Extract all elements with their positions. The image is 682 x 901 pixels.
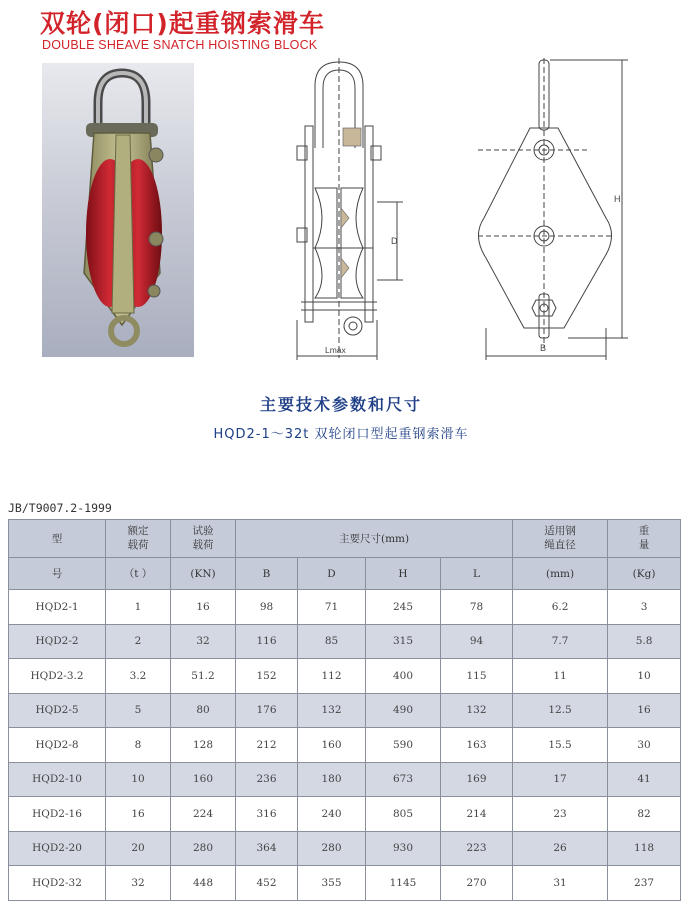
cell-h: 400 xyxy=(366,659,441,694)
header-rated-load-unit: （t ） xyxy=(106,558,171,590)
cell-h: 490 xyxy=(366,693,441,728)
header-model-bottom: 号 xyxy=(9,558,106,590)
header-dim-h: H xyxy=(366,558,441,590)
cell-rope: 11 xyxy=(513,659,608,694)
cell-d: 132 xyxy=(298,693,366,728)
cell-h: 1145 xyxy=(366,866,441,901)
cell-b: 452 xyxy=(236,866,298,901)
cell-l: 115 xyxy=(441,659,513,694)
cell-rated-load: 16 xyxy=(106,797,171,832)
cell-model: HQD2-1 xyxy=(9,590,106,625)
front-view-drawing xyxy=(478,58,628,368)
cell-weight: 10 xyxy=(608,659,681,694)
cell-weight: 41 xyxy=(608,762,681,797)
product-photo xyxy=(42,63,194,357)
table-row xyxy=(9,624,681,659)
cell-b: 116 xyxy=(236,624,298,659)
cell-l: 169 xyxy=(441,762,513,797)
header-weight: 重 量 xyxy=(608,520,681,558)
header-dim-l: L xyxy=(441,558,513,590)
table-row xyxy=(9,797,681,832)
cell-l: 132 xyxy=(441,693,513,728)
cell-b: 212 xyxy=(236,728,298,763)
header-dim-b: B xyxy=(236,558,298,590)
header-rope-unit: (mm) xyxy=(513,558,608,590)
cell-rated-load: 20 xyxy=(106,831,171,866)
cell-weight: 5.8 xyxy=(608,624,681,659)
cell-test-load: 80 xyxy=(171,693,236,728)
dim-h-label: H xyxy=(614,194,621,204)
cell-rated-load: 32 xyxy=(106,866,171,901)
cell-b: 176 xyxy=(236,693,298,728)
cell-b: 98 xyxy=(236,590,298,625)
cell-rated-load: 10 xyxy=(106,762,171,797)
cell-model: HQD2-2 xyxy=(9,624,106,659)
cell-rope: 12.5 xyxy=(513,693,608,728)
cell-d: 240 xyxy=(298,797,366,832)
cell-b: 236 xyxy=(236,762,298,797)
cell-weight: 30 xyxy=(608,728,681,763)
cell-rope: 17 xyxy=(513,762,608,797)
cell-rope: 7.7 xyxy=(513,624,608,659)
cell-b: 364 xyxy=(236,831,298,866)
cell-test-load: 128 xyxy=(171,728,236,763)
cell-model: HQD2-10 xyxy=(9,762,106,797)
header-weight-unit: (Kg) xyxy=(608,558,681,590)
table-row xyxy=(9,728,681,763)
cell-rated-load: 1 xyxy=(106,590,171,625)
cell-weight: 237 xyxy=(608,866,681,901)
cell-test-load: 448 xyxy=(171,866,236,901)
cell-rated-load: 8 xyxy=(106,728,171,763)
cell-test-load: 280 xyxy=(171,831,236,866)
spec-table xyxy=(8,519,681,901)
cell-h: 673 xyxy=(366,762,441,797)
title-chinese: 双轮(闭口)起重钢索滑车 xyxy=(40,9,325,38)
table-row xyxy=(9,762,681,797)
dim-b-label: B xyxy=(540,343,547,353)
cell-d: 85 xyxy=(298,624,366,659)
side-view-drawing xyxy=(293,58,413,368)
cell-l: 78 xyxy=(441,590,513,625)
dim-lmax-label: Lmax xyxy=(325,345,346,355)
cell-d: 180 xyxy=(298,762,366,797)
cell-d: 71 xyxy=(298,590,366,625)
cell-h: 245 xyxy=(366,590,441,625)
header-rope-diameter: 适用钢 绳直径 xyxy=(513,520,608,558)
cell-model: HQD2-16 xyxy=(9,797,106,832)
cell-test-load: 32 xyxy=(171,624,236,659)
cell-h: 930 xyxy=(366,831,441,866)
cell-rated-load: 5 xyxy=(106,693,171,728)
section-title: 主要技术参数和尺寸 xyxy=(259,395,422,414)
cell-b: 316 xyxy=(236,797,298,832)
cell-model: HQD2-20 xyxy=(9,831,106,866)
cell-l: 270 xyxy=(441,866,513,901)
cell-d: 112 xyxy=(298,659,366,694)
table-row xyxy=(9,590,681,625)
cell-l: 223 xyxy=(441,831,513,866)
table-row xyxy=(9,693,681,728)
cell-weight: 16 xyxy=(608,693,681,728)
cell-weight: 3 xyxy=(608,590,681,625)
header-main-dimensions: 主要尺寸(mm) xyxy=(236,520,513,558)
cell-l: 214 xyxy=(441,797,513,832)
header-dim-d: D xyxy=(298,558,366,590)
cell-l: 94 xyxy=(441,624,513,659)
standard-number: JB/T9007.2-1999 xyxy=(8,501,112,515)
dim-d-label: D xyxy=(391,236,398,246)
cell-rope: 26 xyxy=(513,831,608,866)
header-test-load-unit: (KN) xyxy=(171,558,236,590)
cell-model: HQD2-8 xyxy=(9,728,106,763)
table-row xyxy=(9,659,681,694)
cell-d: 355 xyxy=(298,866,366,901)
header-model: 型 xyxy=(9,520,106,558)
cell-test-load: 16 xyxy=(171,590,236,625)
table-row xyxy=(9,831,681,866)
header-rated-load: 额定 载荷 xyxy=(106,520,171,558)
cell-d: 280 xyxy=(298,831,366,866)
cell-rope: 15.5 xyxy=(513,728,608,763)
cell-test-load: 51.2 xyxy=(171,659,236,694)
cell-rope: 23 xyxy=(513,797,608,832)
cell-rope: 6.2 xyxy=(513,590,608,625)
cell-d: 160 xyxy=(298,728,366,763)
cell-h: 805 xyxy=(366,797,441,832)
cell-weight: 82 xyxy=(608,797,681,832)
cell-h: 315 xyxy=(366,624,441,659)
section-subtitle: HQD2-1～32t 双轮闭口型起重钢索滑车 xyxy=(213,427,469,442)
title-english: DOUBLE SHEAVE SNATCH HOISTING BLOCK xyxy=(42,38,318,52)
cell-test-load: 160 xyxy=(171,762,236,797)
cell-model: HQD2-5 xyxy=(9,693,106,728)
cell-rated-load: 3.2 xyxy=(106,659,171,694)
cell-rope: 31 xyxy=(513,866,608,901)
cell-model: HQD2-3.2 xyxy=(9,659,106,694)
cell-rated-load: 2 xyxy=(106,624,171,659)
header-test-load: 试验 载荷 xyxy=(171,520,236,558)
cell-l: 163 xyxy=(441,728,513,763)
cell-h: 590 xyxy=(366,728,441,763)
cell-model: HQD2-32 xyxy=(9,866,106,901)
table-row xyxy=(9,866,681,901)
cell-weight: 118 xyxy=(608,831,681,866)
cell-b: 152 xyxy=(236,659,298,694)
cell-test-load: 224 xyxy=(171,797,236,832)
